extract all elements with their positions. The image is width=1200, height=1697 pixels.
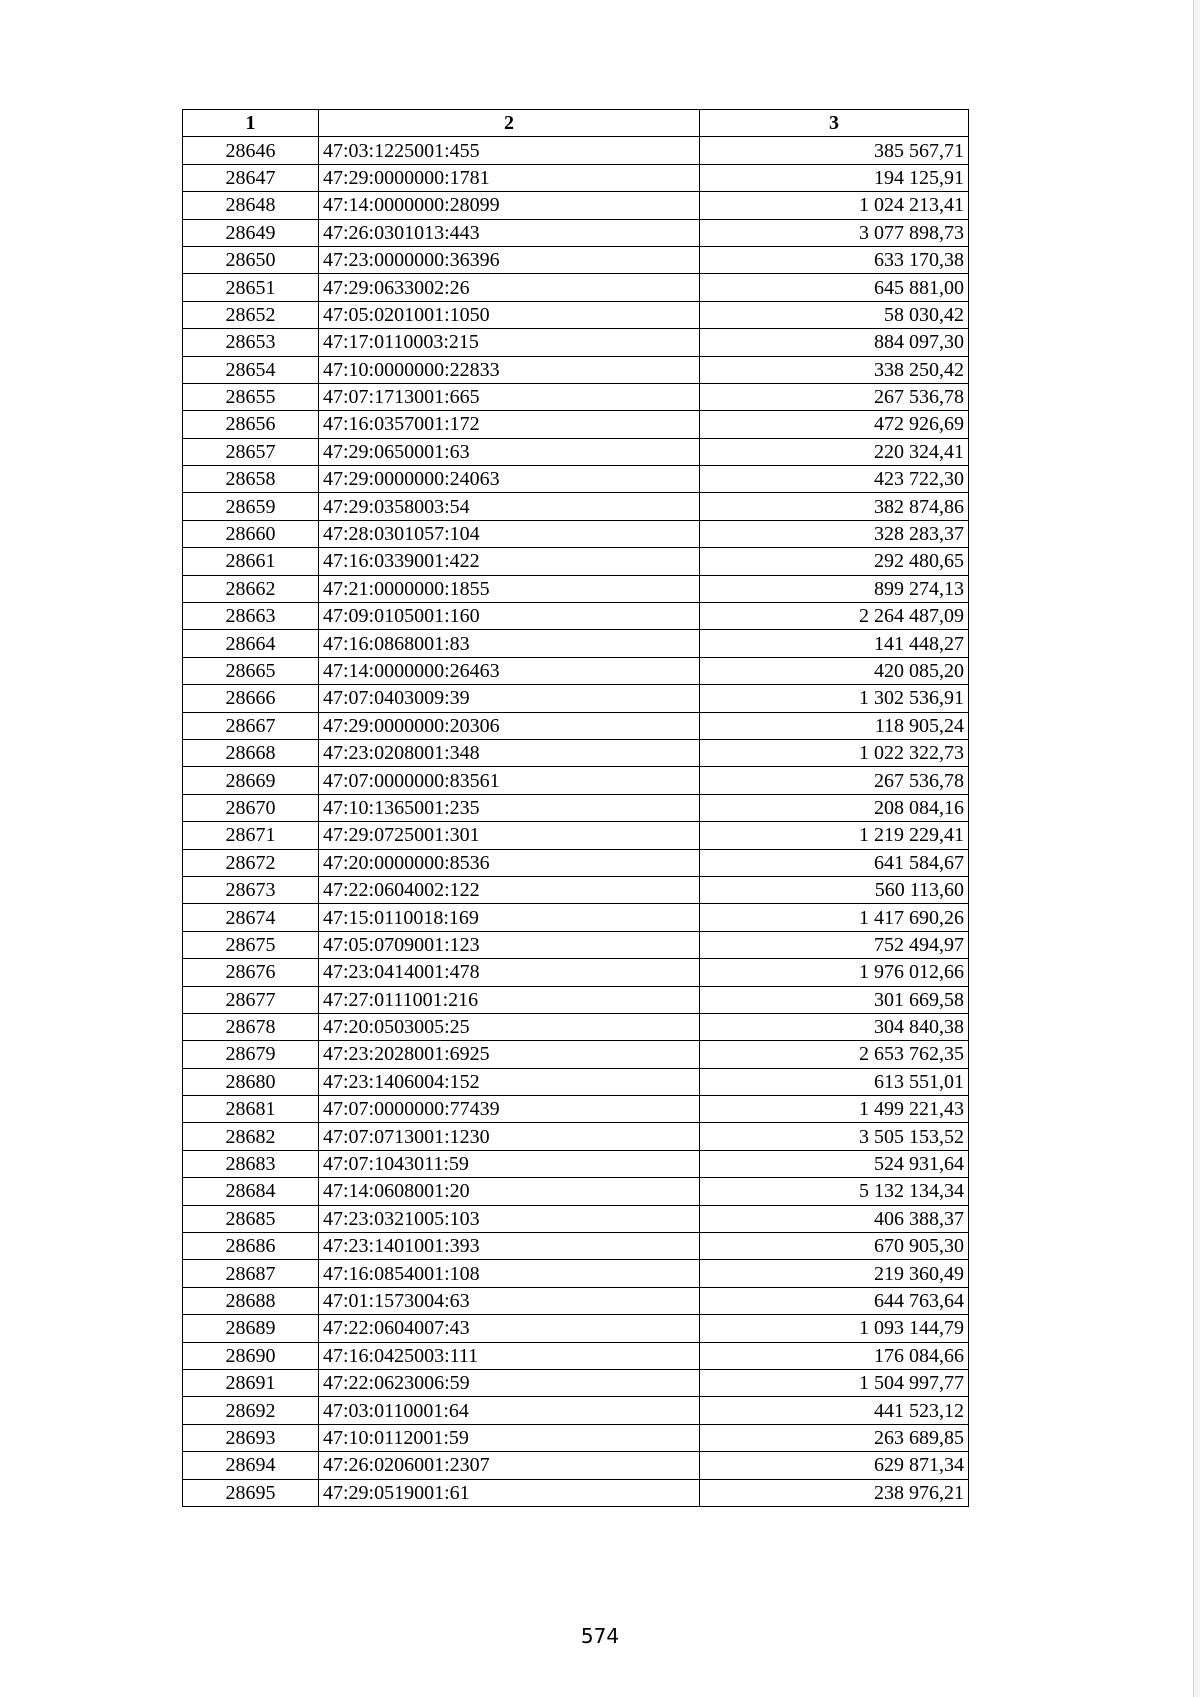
table-row [183, 356, 969, 383]
value-cell: 176 084,66 [700, 1342, 969, 1369]
row-number-cell: 28665 [183, 657, 319, 684]
table-row [183, 1096, 969, 1123]
value-cell: 1 302 536,91 [700, 685, 969, 712]
row-number-cell: 28690 [183, 1342, 319, 1369]
row-number-cell: 28675 [183, 931, 319, 958]
row-number-cell: 28688 [183, 1287, 319, 1314]
row-number-cell: 28671 [183, 822, 319, 849]
value-cell: 3 077 898,73 [700, 219, 969, 246]
row-number-cell: 28655 [183, 383, 319, 410]
cadastral-number-cell: 47:09:0105001:160 [319, 603, 700, 630]
table-row [183, 246, 969, 273]
cadastral-number-cell: 47:26:0206001:2307 [319, 1452, 700, 1479]
row-number-cell: 28660 [183, 520, 319, 547]
table-row [183, 164, 969, 191]
row-number-cell: 28673 [183, 876, 319, 903]
cadastral-number-cell: 47:14:0000000:26463 [319, 657, 700, 684]
value-cell: 884 097,30 [700, 329, 969, 356]
cadastral-number-cell: 47:23:0321005:103 [319, 1205, 700, 1232]
cadastral-number-cell: 47:27:0111001:216 [319, 986, 700, 1013]
value-cell: 141 448,27 [700, 630, 969, 657]
value-cell: 524 931,64 [700, 1150, 969, 1177]
row-number-cell: 28652 [183, 301, 319, 328]
table-row [183, 1013, 969, 1040]
value-cell: 406 388,37 [700, 1205, 969, 1232]
cadastral-number-cell: 47:16:0868001:83 [319, 630, 700, 657]
table-row [183, 603, 969, 630]
value-cell: 670 905,30 [700, 1233, 969, 1260]
value-cell: 2 264 487,09 [700, 603, 969, 630]
row-number-cell: 28649 [183, 219, 319, 246]
row-number-cell: 28659 [183, 493, 319, 520]
table-row [183, 849, 969, 876]
value-cell: 219 360,49 [700, 1260, 969, 1287]
table-row [183, 137, 969, 164]
table-row [183, 1397, 969, 1424]
row-number-cell: 28679 [183, 1041, 319, 1068]
table-row [183, 959, 969, 986]
cadastral-number-cell: 47:07:0713001:1230 [319, 1123, 700, 1150]
row-number-cell: 28654 [183, 356, 319, 383]
row-number-cell: 28650 [183, 246, 319, 273]
row-number-cell: 28683 [183, 1150, 319, 1177]
row-number-cell: 28670 [183, 794, 319, 821]
data-table [182, 109, 969, 1507]
cadastral-number-cell: 47:14:0608001:20 [319, 1178, 700, 1205]
cadastral-number-cell: 47:23:1401001:393 [319, 1233, 700, 1260]
value-cell: 263 689,85 [700, 1424, 969, 1451]
cadastral-number-cell: 47:07:0000000:83561 [319, 767, 700, 794]
cadastral-number-cell: 47:23:0414001:478 [319, 959, 700, 986]
cadastral-number-cell: 47:22:0604007:43 [319, 1315, 700, 1342]
cadastral-number-cell: 47:16:0425003:111 [319, 1342, 700, 1369]
row-number-cell: 28668 [183, 739, 319, 766]
value-cell: 328 283,37 [700, 520, 969, 547]
table-row [183, 712, 969, 739]
value-cell: 1 976 012,66 [700, 959, 969, 986]
value-cell: 560 113,60 [700, 876, 969, 903]
table-row [183, 794, 969, 821]
value-cell: 238 976,21 [700, 1479, 969, 1506]
cadastral-number-cell: 47:28:0301057:104 [319, 520, 700, 547]
table-row [183, 1369, 969, 1396]
table-body [183, 137, 969, 1507]
row-number-cell: 28684 [183, 1178, 319, 1205]
cadastral-number-cell: 47:05:0201001:1050 [319, 301, 700, 328]
value-cell: 3 505 153,52 [700, 1123, 969, 1150]
cadastral-number-cell: 47:07:0000000:77439 [319, 1096, 700, 1123]
cadastral-number-cell: 47:22:0623006:59 [319, 1369, 700, 1396]
row-number-cell: 28669 [183, 767, 319, 794]
table-row [183, 383, 969, 410]
cadastral-number-cell: 47:23:0208001:348 [319, 739, 700, 766]
cadastral-number-cell: 47:29:0000000:1781 [319, 164, 700, 191]
table-row [183, 767, 969, 794]
table-row [183, 1287, 969, 1314]
table-row [183, 739, 969, 766]
value-cell: 1 499 221,43 [700, 1096, 969, 1123]
row-number-cell: 28681 [183, 1096, 319, 1123]
cadastral-number-cell: 47:29:0000000:20306 [319, 712, 700, 739]
value-cell: 633 170,38 [700, 246, 969, 273]
row-number-cell: 28693 [183, 1424, 319, 1451]
row-number-cell: 28676 [183, 959, 319, 986]
table-row [183, 1260, 969, 1287]
table-row [183, 1205, 969, 1232]
value-cell: 194 125,91 [700, 164, 969, 191]
table-row [183, 904, 969, 931]
cadastral-number-cell: 47:03:1225001:455 [319, 137, 700, 164]
table-row [183, 986, 969, 1013]
table-row [183, 1342, 969, 1369]
value-cell: 118 905,24 [700, 712, 969, 739]
value-cell: 629 871,34 [700, 1452, 969, 1479]
value-cell: 441 523,12 [700, 1397, 969, 1424]
cadastral-number-cell: 47:29:0650001:63 [319, 438, 700, 465]
column-header-1: 1 [183, 110, 319, 137]
table-row [183, 822, 969, 849]
table-row [183, 301, 969, 328]
table-row [183, 329, 969, 356]
cadastral-number-cell: 47:14:0000000:28099 [319, 192, 700, 219]
row-number-cell: 28651 [183, 274, 319, 301]
cadastral-number-cell: 47:29:0633002:26 [319, 274, 700, 301]
row-number-cell: 28685 [183, 1205, 319, 1232]
row-number-cell: 28682 [183, 1123, 319, 1150]
value-cell: 338 250,42 [700, 356, 969, 383]
value-cell: 644 763,64 [700, 1287, 969, 1314]
value-cell: 1 022 322,73 [700, 739, 969, 766]
value-cell: 5 132 134,34 [700, 1178, 969, 1205]
cadastral-number-cell: 47:07:1043011:59 [319, 1150, 700, 1177]
cadastral-number-cell: 47:03:0110001:64 [319, 1397, 700, 1424]
table-row [183, 1424, 969, 1451]
row-number-cell: 28674 [183, 904, 319, 931]
table-row [183, 1150, 969, 1177]
value-cell: 1 024 213,41 [700, 192, 969, 219]
value-cell: 2 653 762,35 [700, 1041, 969, 1068]
table-row [183, 493, 969, 520]
table-row [183, 438, 969, 465]
table-row [183, 1178, 969, 1205]
row-number-cell: 28689 [183, 1315, 319, 1342]
cadastral-number-cell: 47:29:0000000:24063 [319, 466, 700, 493]
value-cell: 208 084,16 [700, 794, 969, 821]
cadastral-number-cell: 47:26:0301013:443 [319, 219, 700, 246]
row-number-cell: 28694 [183, 1452, 319, 1479]
value-cell: 292 480,65 [700, 548, 969, 575]
value-cell: 472 926,69 [700, 411, 969, 438]
cadastral-number-cell: 47:22:0604002:122 [319, 876, 700, 903]
row-number-cell: 28646 [183, 137, 319, 164]
row-number-cell: 28695 [183, 1479, 319, 1506]
row-number-cell: 28680 [183, 1068, 319, 1095]
row-number-cell: 28657 [183, 438, 319, 465]
table-row [183, 274, 969, 301]
cadastral-number-cell: 47:05:0709001:123 [319, 931, 700, 958]
header-row [183, 110, 969, 137]
value-cell: 1 219 229,41 [700, 822, 969, 849]
cadastral-number-cell: 47:15:0110018:169 [319, 904, 700, 931]
value-cell: 304 840,38 [700, 1013, 969, 1040]
cadastral-number-cell: 47:21:0000000:1855 [319, 575, 700, 602]
table-row [183, 1233, 969, 1260]
value-cell: 220 324,41 [700, 438, 969, 465]
value-cell: 58 030,42 [700, 301, 969, 328]
row-number-cell: 28687 [183, 1260, 319, 1287]
table-row [183, 685, 969, 712]
table-row [183, 931, 969, 958]
row-number-cell: 28656 [183, 411, 319, 438]
value-cell: 267 536,78 [700, 383, 969, 410]
cadastral-number-cell: 47:17:0110003:215 [319, 329, 700, 356]
row-number-cell: 28647 [183, 164, 319, 191]
cadastral-number-cell: 47:10:0000000:22833 [319, 356, 700, 383]
page-right-edge [1193, 0, 1200, 1697]
row-number-cell: 28691 [183, 1369, 319, 1396]
table-row [183, 192, 969, 219]
table-row [183, 657, 969, 684]
cadastral-number-cell: 47:20:0000000:8536 [319, 849, 700, 876]
table-row [183, 1315, 969, 1342]
row-number-cell: 28666 [183, 685, 319, 712]
cadastral-number-cell: 47:23:2028001:6925 [319, 1041, 700, 1068]
cadastral-number-cell: 47:29:0519001:61 [319, 1479, 700, 1506]
row-number-cell: 28653 [183, 329, 319, 356]
value-cell: 385 567,71 [700, 137, 969, 164]
row-number-cell: 28664 [183, 630, 319, 657]
value-cell: 645 881,00 [700, 274, 969, 301]
cadastral-number-cell: 47:16:0854001:108 [319, 1260, 700, 1287]
cadastral-number-cell: 47:07:1713001:665 [319, 383, 700, 410]
table-row [183, 219, 969, 246]
page-number: 574 [580, 1624, 620, 1648]
table-row [183, 1068, 969, 1095]
row-number-cell: 28661 [183, 548, 319, 575]
column-header-3: 3 [700, 110, 969, 137]
row-number-cell: 28658 [183, 466, 319, 493]
value-cell: 899 274,13 [700, 575, 969, 602]
value-cell: 1 417 690,26 [700, 904, 969, 931]
row-number-cell: 28677 [183, 986, 319, 1013]
value-cell: 641 584,67 [700, 849, 969, 876]
row-number-cell: 28662 [183, 575, 319, 602]
table-row [183, 575, 969, 602]
row-number-cell: 28686 [183, 1233, 319, 1260]
value-cell: 382 874,86 [700, 493, 969, 520]
value-cell: 420 085,20 [700, 657, 969, 684]
cadastral-number-cell: 47:23:1406004:152 [319, 1068, 700, 1095]
row-number-cell: 28667 [183, 712, 319, 739]
value-cell: 301 669,58 [700, 986, 969, 1013]
value-cell: 1 504 997,77 [700, 1369, 969, 1396]
table-row [183, 876, 969, 903]
row-number-cell: 28663 [183, 603, 319, 630]
cadastral-number-cell: 47:23:0000000:36396 [319, 246, 700, 273]
value-cell: 1 093 144,79 [700, 1315, 969, 1342]
table-row [183, 1452, 969, 1479]
cadastral-number-cell: 47:29:0725001:301 [319, 822, 700, 849]
table-row [183, 466, 969, 493]
row-number-cell: 28672 [183, 849, 319, 876]
cadastral-number-cell: 47:10:1365001:235 [319, 794, 700, 821]
table-row [183, 1041, 969, 1068]
value-cell: 267 536,78 [700, 767, 969, 794]
cadastral-number-cell: 47:16:0339001:422 [319, 548, 700, 575]
row-number-cell: 28648 [183, 192, 319, 219]
cadastral-number-cell: 47:07:0403009:39 [319, 685, 700, 712]
cadastral-number-cell: 47:10:0112001:59 [319, 1424, 700, 1451]
row-number-cell: 28692 [183, 1397, 319, 1424]
cadastral-number-cell: 47:20:0503005:25 [319, 1013, 700, 1040]
table-row [183, 411, 969, 438]
table-header [183, 110, 969, 137]
value-cell: 752 494,97 [700, 931, 969, 958]
table-row [183, 520, 969, 547]
table-row [183, 548, 969, 575]
table-row [183, 630, 969, 657]
cadastral-number-cell: 47:29:0358003:54 [319, 493, 700, 520]
column-header-2: 2 [319, 110, 700, 137]
row-number-cell: 28678 [183, 1013, 319, 1040]
value-cell: 423 722,30 [700, 466, 969, 493]
table-row [183, 1479, 969, 1506]
cadastral-number-cell: 47:01:1573004:63 [319, 1287, 700, 1314]
cadastral-number-cell: 47:16:0357001:172 [319, 411, 700, 438]
table-row [183, 1123, 969, 1150]
value-cell: 613 551,01 [700, 1068, 969, 1095]
